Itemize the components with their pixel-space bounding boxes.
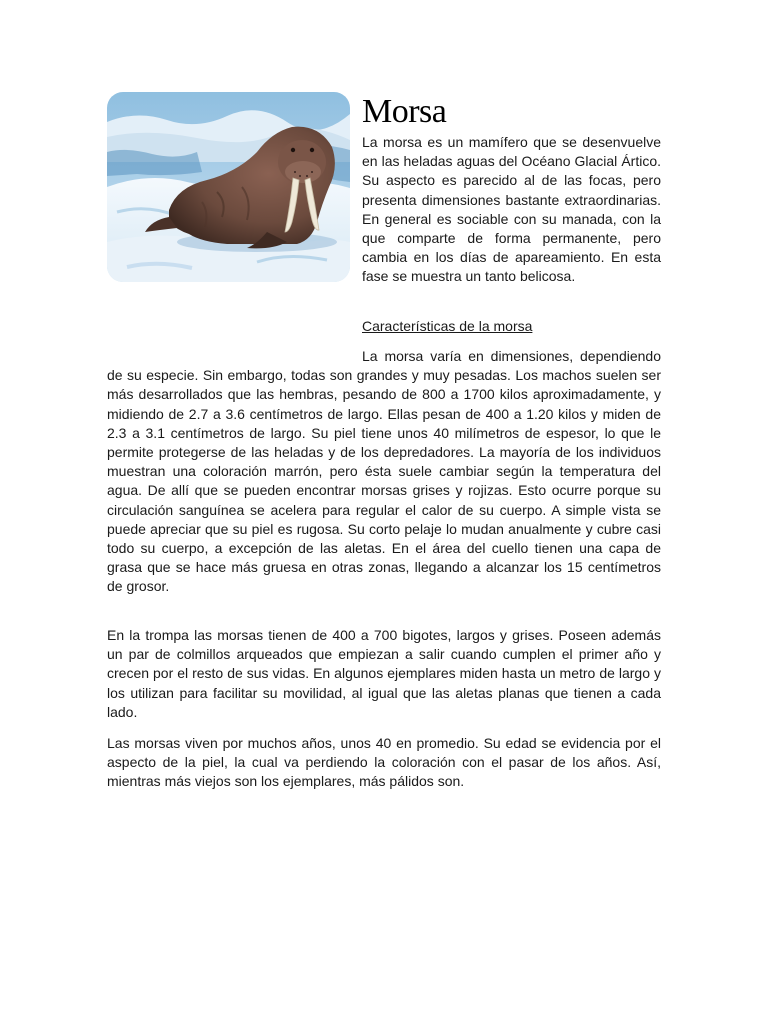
body-paragraph-2: En la trompa las morsas tienen de 400 a 700 bigotes, largos y grises. Poseen además un par de colmillos arqueados que empiezan a salir cuando cumplen el primer año y crecen por el resto de sus vidas. En algunos ejemplares miden hasta un metro de largo y los utilizan para facilitar su movilidad, al igual que las aletas planas que tienen a cada lado.	[107, 627, 661, 720]
body-paragraph-1-text: La morsa varía en dimensiones, dependiendo de su especie. Sin embargo, todas son grandes y muy pesadas. Los machos suelen ser más desarrollados que las hembras, pesando de 800 a 1700 kilos aproximadamente, y midiendo de 2.7 a 3.6 centímetros de largo. Ellas pesan de 400 a 1.20 kilos y miden de 2.3 a 3.1 centímetros de largo. Su piel tiene unos 40 milímetros de espesor, lo que le permite protegerse de las heladas y de los depredadores. La mayoría de los individuos muestran una coloración marrón, pero ésta suele cambiar según la temperatura del agua. De allí que se pueden encontrar morsas grises y rojizas. Esto ocurre porque su circulación sanguínea se acelera para regular el calor de su cuerpo. A simple vista se puede apreciar que su piel es rugosa. Su corto pelaje lo mudan anualmente y cubre casi todo su cuerpo, a excepción de las aletas. En el área del cuello tienen una capa de grasa que se hace más gruesa en otras zonas, llegando a alcanzar los 15 centímetros de grosor.	[107, 348, 661, 595]
body-paragraph-3: Las morsas viven por muchos años, unos 40 en promedio. Su edad se evidencia por el aspecto de la piel, la cual va perdiendo la coloración con el pasar de los años. Así, mientras más viejos son los ejemplares, más pálidos son.	[107, 735, 661, 790]
walrus-photo	[107, 92, 350, 282]
intro-paragraph: La morsa es un mamífero que se desenvuelve en las heladas aguas del Océano Glacial Ártico. Su aspecto es parecido al de las focas, pero presenta dimensiones bastante extraordinarias. En general es sociable con su manada, con la que comparte de forma permanente, pero cambia en los días de apareamiento. En esta fase se muestra un tanto belicosa.	[362, 134, 661, 285]
section-heading: Características de la morsa	[362, 318, 533, 334]
article-title: Morsa	[362, 93, 447, 130]
body-paragraph-1	[107, 347, 661, 597]
